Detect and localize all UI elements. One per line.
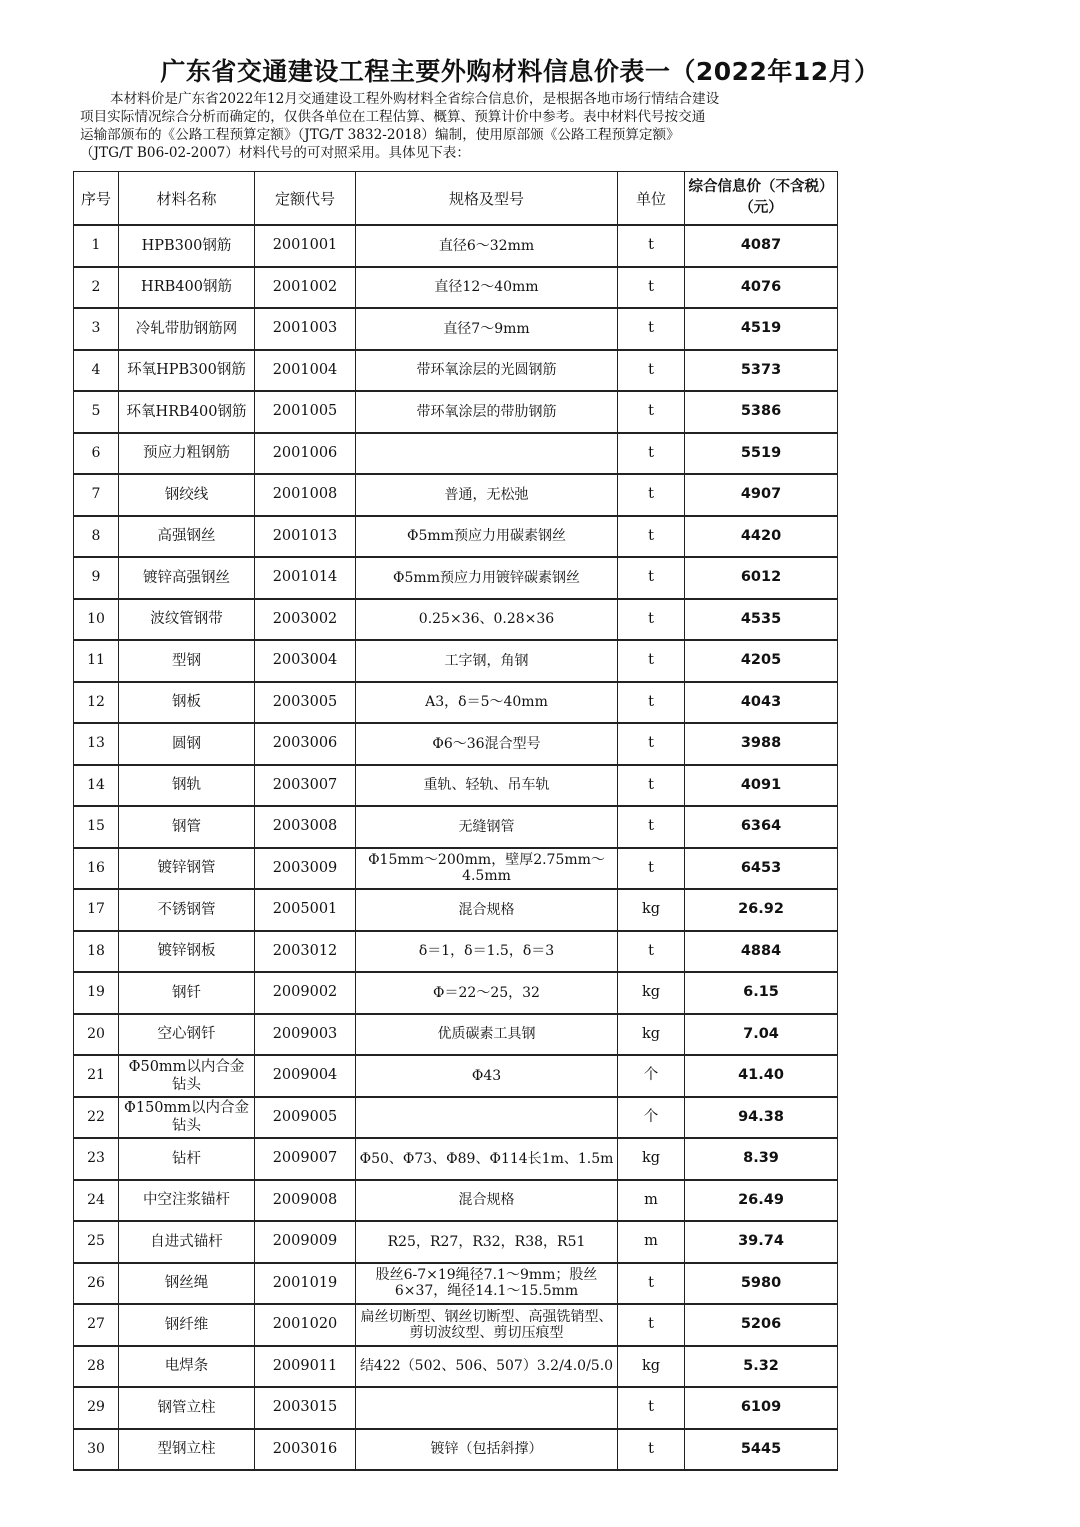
cell-price: 4519 [685, 308, 838, 350]
page-title: 广东省交通建设工程主要外购材料信息价表一（2022年12月） [160, 57, 880, 86]
cell-price: 26.92 [685, 889, 838, 931]
cell-unit: t [618, 640, 685, 682]
cell-material-name: 镀锌钢管 [119, 848, 255, 890]
table-row [74, 1097, 838, 1139]
cell-price: 5445 [685, 1429, 838, 1471]
cell-no: 30 [74, 1429, 119, 1471]
cell-unit: t [618, 516, 685, 558]
cell-no: 6 [74, 433, 119, 475]
cell-unit: t [618, 225, 685, 267]
table-row [74, 433, 838, 475]
cell-price: 4884 [685, 931, 838, 973]
cell-no: 7 [74, 474, 119, 516]
cell-material-name: 环氧HPB300钢筋 [119, 350, 255, 392]
cell-price: 26.49 [685, 1180, 838, 1222]
cell-material-name: 钻杆 [119, 1138, 255, 1180]
table-row [74, 1055, 838, 1097]
cell-spec: 镀锌（包括斜撑） [356, 1429, 618, 1471]
cell-code: 2001001 [255, 225, 356, 267]
cell-no: 16 [74, 848, 119, 890]
cell-spec: Φ15mm～200mm，壁厚2.75mm～4.5mm [356, 848, 618, 890]
cell-material-name: 预应力粗钢筋 [119, 433, 255, 475]
cell-unit: t [618, 682, 685, 724]
cell-no: 3 [74, 308, 119, 350]
cell-material-name: HRB400钢筋 [119, 267, 255, 309]
cell-code: 2009011 [255, 1346, 356, 1388]
cell-no: 4 [74, 350, 119, 392]
cell-code: 2005001 [255, 889, 356, 931]
cell-unit: kg [618, 1138, 685, 1180]
table-row [74, 1346, 838, 1388]
cell-price: 39.74 [685, 1221, 838, 1263]
cell-price: 4205 [685, 640, 838, 682]
cell-code: 2003008 [255, 806, 356, 848]
cell-material-name: 钢板 [119, 682, 255, 724]
cell-unit: t [618, 1387, 685, 1429]
cell-material-name: 电焊条 [119, 1346, 255, 1388]
cell-code: 2003015 [255, 1387, 356, 1429]
cell-price: 6453 [685, 848, 838, 890]
cell-material-name: HPB300钢筋 [119, 225, 255, 267]
table-row [74, 308, 838, 350]
cell-unit: kg [618, 972, 685, 1014]
cell-unit: kg [618, 1014, 685, 1056]
cell-unit: t [618, 557, 685, 599]
cell-no: 10 [74, 599, 119, 641]
table-row [74, 267, 838, 309]
cell-code: 2009005 [255, 1097, 356, 1139]
cell-spec: Φ6～36混合型号 [356, 723, 618, 765]
table-header-row [74, 172, 838, 226]
header-price: 综合信息价（不含税）（元） [685, 172, 838, 226]
cell-no: 8 [74, 516, 119, 558]
cell-spec: 0.25×36、0.28×36 [356, 599, 618, 641]
cell-spec: R25，R27，R32，R38，R51 [356, 1221, 618, 1263]
cell-material-name: 空心钢钎 [119, 1014, 255, 1056]
cell-material-name: 型钢 [119, 640, 255, 682]
cell-no: 18 [74, 931, 119, 973]
cell-unit: kg [618, 889, 685, 931]
cell-price: 5206 [685, 1304, 838, 1346]
cell-spec: 普通，无松弛 [356, 474, 618, 516]
cell-spec: 混合规格 [356, 889, 618, 931]
cell-no: 23 [74, 1138, 119, 1180]
cell-spec: 工字钢，角钢 [356, 640, 618, 682]
table-body [74, 225, 838, 1470]
cell-material-name: Φ150mm以内合金钻头 [119, 1097, 255, 1139]
cell-spec [356, 1097, 618, 1139]
cell-unit: t [618, 267, 685, 309]
cell-price: 3988 [685, 723, 838, 765]
table-row [74, 391, 838, 433]
cell-no: 17 [74, 889, 119, 931]
cell-unit: 个 [618, 1055, 685, 1097]
cell-code: 2001019 [255, 1263, 356, 1305]
cell-spec: Φ50、Φ73、Φ89、Φ114长1m、1.5m [356, 1138, 618, 1180]
cell-unit: t [618, 433, 685, 475]
cell-code: 2009004 [255, 1055, 356, 1097]
table-row [74, 1263, 838, 1305]
cell-code: 2001006 [255, 433, 356, 475]
intro-line: 项目实际情况综合分析而确定的，仅供各单位在工程估算、概算、预算计价中参考。表中材料代号按交通 [80, 109, 706, 125]
cell-spec: 直径12～40mm [356, 267, 618, 309]
cell-price: 5.32 [685, 1346, 838, 1388]
cell-price: 94.38 [685, 1097, 838, 1139]
cell-code: 2001004 [255, 350, 356, 392]
cell-code: 2001002 [255, 267, 356, 309]
cell-unit: t [618, 474, 685, 516]
table-row [74, 889, 838, 931]
cell-code: 2003012 [255, 931, 356, 973]
cell-material-name: 钢管立柱 [119, 1387, 255, 1429]
table-row [74, 474, 838, 516]
table-row [74, 848, 838, 890]
cell-code: 2003005 [255, 682, 356, 724]
table-row [74, 225, 838, 267]
cell-price: 5373 [685, 350, 838, 392]
table-row [74, 723, 838, 765]
cell-code: 2009002 [255, 972, 356, 1014]
table-row [74, 1429, 838, 1471]
cell-code: 2003016 [255, 1429, 356, 1471]
cell-price: 5980 [685, 1263, 838, 1305]
cell-material-name: 钢轨 [119, 765, 255, 807]
table-row [74, 599, 838, 641]
cell-unit: t [618, 1304, 685, 1346]
cell-unit: t [618, 391, 685, 433]
cell-price: 4907 [685, 474, 838, 516]
cell-price: 6012 [685, 557, 838, 599]
cell-code: 2009003 [255, 1014, 356, 1056]
cell-spec: 带环氧涂层的光圆钢筋 [356, 350, 618, 392]
cell-price: 4535 [685, 599, 838, 641]
cell-price: 6.15 [685, 972, 838, 1014]
cell-no: 19 [74, 972, 119, 1014]
cell-no: 22 [74, 1097, 119, 1139]
cell-unit: t [618, 765, 685, 807]
cell-no: 9 [74, 557, 119, 599]
header-code: 定额代号 [255, 172, 356, 226]
cell-code: 2001003 [255, 308, 356, 350]
cell-code: 2001014 [255, 557, 356, 599]
cell-no: 26 [74, 1263, 119, 1305]
cell-no: 13 [74, 723, 119, 765]
cell-spec [356, 433, 618, 475]
cell-material-name: 高强钢丝 [119, 516, 255, 558]
cell-unit: t [618, 350, 685, 392]
cell-code: 2001020 [255, 1304, 356, 1346]
intro-line: 运输部颁布的《公路工程预算定额》（JTG/T 3832-2018）编制，使用原部颁《公路工程预算定额》 [80, 127, 680, 143]
cell-price: 4043 [685, 682, 838, 724]
cell-material-name: 镀锌高强钢丝 [119, 557, 255, 599]
table-row [74, 931, 838, 973]
cell-code: 2003007 [255, 765, 356, 807]
table-row [74, 516, 838, 558]
cell-spec: 结422（502、506、507）3.2/4.0/5.0 [356, 1346, 618, 1388]
cell-spec: 股丝6-7×19绳径7.1～9mm；股丝6×37，绳径14.1～15.5mm [356, 1263, 618, 1305]
cell-spec: 无缝钢管 [356, 806, 618, 848]
header-unit: 单位 [618, 172, 685, 226]
cell-spec: 直径6～32mm [356, 225, 618, 267]
intro-paragraph [80, 90, 840, 162]
cell-no: 21 [74, 1055, 119, 1097]
cell-spec: Φ43 [356, 1055, 618, 1097]
cell-unit: m [618, 1221, 685, 1263]
cell-unit: t [618, 1263, 685, 1305]
cell-unit: kg [618, 1346, 685, 1388]
header-spec: 规格及型号 [356, 172, 618, 226]
cell-code: 2003006 [255, 723, 356, 765]
table-row [74, 1221, 838, 1263]
cell-price: 7.04 [685, 1014, 838, 1056]
table-row [74, 972, 838, 1014]
cell-code: 2001013 [255, 516, 356, 558]
table-row [74, 806, 838, 848]
cell-spec: 带环氧涂层的带肋钢筋 [356, 391, 618, 433]
cell-price: 4091 [685, 765, 838, 807]
cell-no: 20 [74, 1014, 119, 1056]
cell-material-name: 钢绞线 [119, 474, 255, 516]
cell-material-name: 圆钢 [119, 723, 255, 765]
cell-code: 2003002 [255, 599, 356, 641]
cell-code: 2001005 [255, 391, 356, 433]
cell-unit: t [618, 1429, 685, 1471]
cell-spec: δ＝1，δ＝1.5，δ＝3 [356, 931, 618, 973]
cell-code: 2009009 [255, 1221, 356, 1263]
cell-no: 5 [74, 391, 119, 433]
cell-spec: A3，δ＝5～40mm [356, 682, 618, 724]
cell-no: 2 [74, 267, 119, 309]
cell-no: 28 [74, 1346, 119, 1388]
cell-price: 4420 [685, 516, 838, 558]
cell-unit: t [618, 599, 685, 641]
cell-price: 4087 [685, 225, 838, 267]
table-row [74, 765, 838, 807]
intro-line: （JTG/T B06-02-2007）材料代号的可对照采用。具体见下表： [80, 145, 470, 161]
cell-spec: Φ5mm预应力用镀锌碳素钢丝 [356, 557, 618, 599]
cell-price: 41.40 [685, 1055, 838, 1097]
cell-material-name: 钢丝绳 [119, 1263, 255, 1305]
cell-material-name: 钢管 [119, 806, 255, 848]
cell-spec: 优质碳素工具钢 [356, 1014, 618, 1056]
cell-no: 25 [74, 1221, 119, 1263]
cell-spec [356, 1387, 618, 1429]
cell-unit: m [618, 1180, 685, 1222]
cell-code: 2009008 [255, 1180, 356, 1222]
cell-spec: Φ5mm预应力用碳素钢丝 [356, 516, 618, 558]
cell-material-name: 不锈钢管 [119, 889, 255, 931]
cell-material-name: Φ50mm以内合金钻头 [119, 1055, 255, 1097]
cell-code: 2003009 [255, 848, 356, 890]
cell-no: 15 [74, 806, 119, 848]
cell-no: 1 [74, 225, 119, 267]
table-row [74, 1387, 838, 1429]
table-row [74, 640, 838, 682]
cell-spec: Φ＝22～25，32 [356, 972, 618, 1014]
cell-material-name: 环氧HRB400钢筋 [119, 391, 255, 433]
table-row [74, 1304, 838, 1346]
cell-no: 24 [74, 1180, 119, 1222]
intro-line: 本材料价是广东省2022年12月交通建设工程外购材料全省综合信息价，是根据各地市场行情结合建设 [110, 91, 720, 107]
cell-unit: 个 [618, 1097, 685, 1139]
header-name: 材料名称 [119, 172, 255, 226]
cell-material-name: 钢钎 [119, 972, 255, 1014]
cell-spec: 扁丝切断型、钢丝切断型、高强铣销型、剪切波纹型、剪切压痕型 [356, 1304, 618, 1346]
cell-material-name: 钢纤维 [119, 1304, 255, 1346]
cell-material-name: 波纹管钢带 [119, 599, 255, 641]
price-table [73, 171, 838, 1471]
cell-spec: 重轨、轻轨、吊车轨 [356, 765, 618, 807]
cell-unit: t [618, 806, 685, 848]
cell-code: 2001008 [255, 474, 356, 516]
cell-price: 6109 [685, 1387, 838, 1429]
cell-price: 5519 [685, 433, 838, 475]
cell-price: 4076 [685, 267, 838, 309]
table-row [74, 1138, 838, 1180]
cell-price: 5386 [685, 391, 838, 433]
cell-unit: t [618, 848, 685, 890]
table-row [74, 1014, 838, 1056]
cell-spec: 混合规格 [356, 1180, 618, 1222]
cell-code: 2009007 [255, 1138, 356, 1180]
cell-material-name: 镀锌钢板 [119, 931, 255, 973]
cell-price: 6364 [685, 806, 838, 848]
cell-no: 14 [74, 765, 119, 807]
header-no: 序号 [74, 172, 119, 226]
table-row [74, 557, 838, 599]
cell-unit: t [618, 308, 685, 350]
cell-material-name: 冷轧带肋钢筋网 [119, 308, 255, 350]
cell-material-name: 型钢立柱 [119, 1429, 255, 1471]
table-row [74, 1180, 838, 1222]
cell-unit: t [618, 931, 685, 973]
cell-no: 11 [74, 640, 119, 682]
cell-unit: t [618, 723, 685, 765]
cell-no: 12 [74, 682, 119, 724]
cell-spec: 直径7～9mm [356, 308, 618, 350]
table-row [74, 350, 838, 392]
cell-code: 2003004 [255, 640, 356, 682]
cell-material-name: 中空注浆锚杆 [119, 1180, 255, 1222]
cell-price: 8.39 [685, 1138, 838, 1180]
cell-no: 27 [74, 1304, 119, 1346]
table-row [74, 682, 838, 724]
cell-material-name: 自进式锚杆 [119, 1221, 255, 1263]
cell-no: 29 [74, 1387, 119, 1429]
